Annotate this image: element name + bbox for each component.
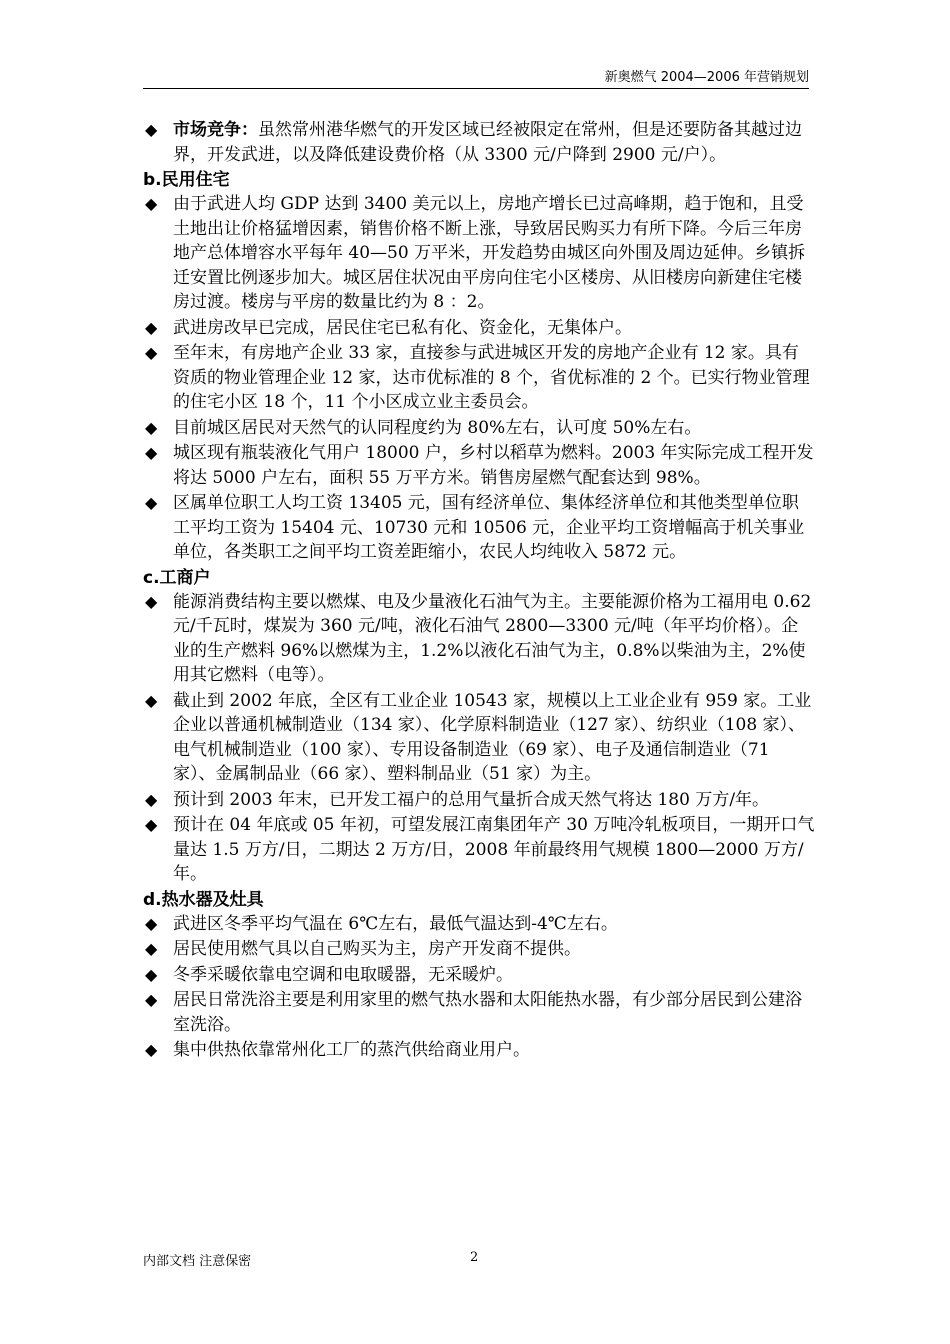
section-heading-b: b.民用住宅 [143, 170, 230, 190]
diamond-bullet-icon: ◆ [145, 443, 158, 462]
diamond-bullet-icon: ◆ [145, 990, 158, 1009]
bullet-item [143, 988, 815, 1037]
bullet-item [143, 1038, 815, 1063]
bullet-item [143, 192, 815, 315]
item-text: 预计在 04 年底或 05 年初，可望发展江南集团年产 30 万吨冷轧板项目，一期开口气量达 1.5 万方/日，二期达 2 万方/日，2008 年前最终用气规模 1800—2000 万方/年。 [173, 815, 815, 884]
item-text: 目前城区居民对天然气的认同程度约为 80%左右，认可度 50%左右。 [173, 417, 702, 438]
item-text: 预计到 2003 年末，已开发工福户的总用气量折合成天然气将达 180 万方/年。 [173, 789, 770, 810]
bullet-item [143, 788, 815, 813]
intro-lead: 市场竞争： [173, 120, 258, 140]
bullet-item [143, 912, 815, 937]
item-text: 冬季采暖依靠电空调和电取暖器，无采暖炉。 [173, 964, 513, 985]
bullet-item [143, 316, 815, 341]
item-text: 能源消费结构主要以燃煤、电及少量液化石油气为主。主要能源价格为工福用电 0.62 元/千瓦时，煤炭为 360 元/吨，液化石油气 2800—3300 元/吨（年平均价格）。企业的生产燃料 96%以燃煤为主，1.2%以液化石油气为主，0.8%以柴油为主，2%使用其它燃料（电等）。 [173, 591, 812, 685]
page-number: 2 [470, 1250, 479, 1265]
diamond-bullet-icon: ◆ [145, 194, 158, 213]
bullet-item [143, 441, 815, 490]
item-text: 武进房改早已完成，居民住宅已私有化、资金化，无集体户。 [173, 317, 632, 338]
document-body [143, 118, 815, 1064]
item-text: 截止到 2002 年底，全区有工业企业 10543 家，规模以上工业企业有 959 家。工业企业以普通机械制造业（134 家）、化学原料制造业（127 家）、纺织业（108 家）、电气机械制造业（100 家）、专用设备制造业（69 家）、电子及通信制造业（71 家）、金属制品业（66 家）、塑料制品业（51 家）为主。 [173, 690, 812, 784]
bullet-item [143, 416, 815, 441]
bullet-item [143, 341, 815, 415]
bullet-item-intro [143, 118, 815, 167]
diamond-bullet-icon: ◆ [145, 493, 158, 512]
bullet-item [143, 590, 815, 688]
diamond-bullet-icon: ◆ [145, 591, 158, 611]
diamond-bullet-icon: ◆ [145, 815, 158, 834]
item-text: 集中供热依靠常州化工厂的蒸汽供给商业用户。 [173, 1040, 530, 1060]
section-heading-d: d.热水器及灶具 [143, 889, 264, 910]
diamond-bullet-icon: ◆ [145, 417, 158, 437]
bullet-item [143, 963, 815, 988]
bullet-item [143, 491, 815, 565]
footer-confidential: 内部文档 注意保密 [143, 1254, 252, 1269]
item-text: 居民使用燃气具以自己购买为主，房产开发商不提供。 [173, 939, 581, 959]
header-title: 新奥燃气 2004—2006 年营销规划 [604, 70, 809, 85]
diamond-bullet-icon: ◆ [145, 317, 158, 337]
bullet-item [143, 813, 815, 887]
item-text: 至年末，有房地产企业 33 家，直接参与武进城区开发的房地产企业有 12 家。具有资质的物业管理企业 12 家，达市优标准的 8 个，省优标准的 2 个。已实行物业管理的住宅小区 18 个，11 个小区成立业主委员会。 [173, 343, 810, 412]
diamond-bullet-icon: ◆ [145, 690, 158, 710]
item-text: 区属单位职工人均工资 13405 元，国有经济单位、集体经济单位和其他类型单位职工平均工资为 15404 元、10730 元和 10506 元，企业平均工资增幅高于机关事业单位，各类职工之间平均工资差距缩小，农民人均纯收入 5872 元。 [173, 493, 805, 562]
item-text: 由于武进人均 GDP 达到 3400 美元以上，房地产增长已过高峰期，趋于饱和，且受土地出让价格猛增因素，销售价格不断上涨，导致居民购买力有所下降。今后三年房地产总体增容水平每年 40—50 万平米，开发趋势由城区向外围及周边延伸。乡镇拆迁安置比例逐步加大。城区居住状况由平房向住宅小区楼房、从旧楼房向新建住宅楼房过渡。楼房与平房的数量比约为 8 ：2。 [173, 194, 806, 312]
page-header [143, 66, 809, 89]
bullet-item [143, 937, 815, 962]
diamond-bullet-icon: ◆ [145, 964, 158, 984]
diamond-bullet-icon: ◆ [145, 913, 158, 933]
item-text: 城区现有瓶装液化气用户 18000 户，乡村以稻草为燃料。2003 年实际完成工程开发将达 5000 户左右，面积 55 万平方米。销售房屋燃气配套达到 98%。 [173, 443, 814, 488]
diamond-bullet-icon: ◆ [145, 120, 158, 139]
item-text: 武进区冬季平均气温在 6℃左右，最低气温达到-4℃左右。 [173, 913, 618, 934]
section-heading-c: c.工商户 [143, 567, 211, 588]
diamond-bullet-icon: ◆ [145, 939, 158, 958]
bullet-item [143, 689, 815, 787]
item-text: 居民日常洗浴主要是利用家里的燃气热水器和太阳能热水器，有少部分居民到公建浴室洗浴。 [173, 990, 802, 1035]
diamond-bullet-icon: ◆ [145, 1040, 158, 1059]
diamond-bullet-icon: ◆ [145, 343, 158, 362]
intro-text: 虽然常州港华燃气的开发区域已经被限定在常州，但是还要防备其越过边界，开发武进，以及降低建设费价格（从 3300 元/户降到 2900 元/户）。 [173, 120, 802, 165]
diamond-bullet-icon: ◆ [145, 789, 158, 809]
